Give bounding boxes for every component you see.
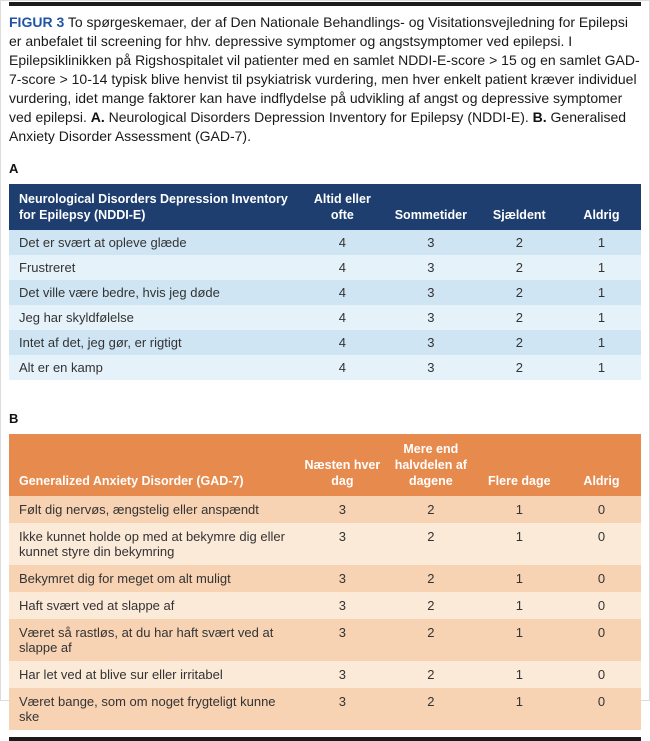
gad-7-table-title: Generalized Anxiety Disorder (GAD-7) xyxy=(9,434,300,496)
score-value: 2 xyxy=(515,335,523,350)
score-value: 0 xyxy=(597,571,606,586)
score-value: 3 xyxy=(427,235,435,250)
score-value: 4 xyxy=(338,285,346,300)
score-value: 1 xyxy=(597,260,606,275)
score-value: 3 xyxy=(338,625,346,640)
question-text: Været bange, som om noget frygteligt kunne ske xyxy=(19,694,276,724)
score-value: 3 xyxy=(338,529,346,544)
question-text: Intet af det, jeg gør, er rigtigt xyxy=(19,335,182,350)
question-text: Frustreret xyxy=(19,260,76,275)
score-value: 0 xyxy=(597,694,606,709)
score-value: 0 xyxy=(597,625,606,640)
column-header-naesten-hver-dag: Næsten hver dag xyxy=(300,434,385,496)
question-text: Alt er en kamp xyxy=(19,360,103,375)
gad-7-table-header xyxy=(9,434,641,496)
score-value: 1 xyxy=(597,310,606,325)
table-row xyxy=(9,592,641,619)
question-text: Været så rastløs, at du har haft svært ved at slappe af xyxy=(19,625,274,655)
score-value: 0 xyxy=(597,667,606,682)
score-value: 1 xyxy=(515,694,523,709)
question-text: Bekymret dig for meget om alt muligt xyxy=(19,571,231,586)
score-value: 3 xyxy=(338,571,346,586)
score-value: 3 xyxy=(338,598,346,613)
score-value: 2 xyxy=(427,667,435,682)
score-value: 2 xyxy=(515,235,523,250)
column-header-aldrig: Aldrig xyxy=(562,434,641,496)
score-value: 0 xyxy=(597,502,606,517)
score-value: 4 xyxy=(338,360,346,375)
score-value: 1 xyxy=(515,529,523,544)
table-row xyxy=(9,619,641,661)
caption-part-a-label: A. xyxy=(90,109,105,125)
score-value: 2 xyxy=(427,694,435,709)
gad-7-table-body xyxy=(9,496,641,730)
score-value: 1 xyxy=(597,335,606,350)
score-value: 1 xyxy=(597,235,606,250)
table-row xyxy=(9,230,641,255)
score-value: 1 xyxy=(515,502,523,517)
table-row xyxy=(9,305,641,330)
column-header-flere-dage: Flere dage xyxy=(477,434,562,496)
table-row xyxy=(9,565,641,592)
score-value: 1 xyxy=(597,285,606,300)
column-header-altid-eller-ofte: Altid eller ofte xyxy=(300,184,385,230)
section-label-b: B xyxy=(9,411,19,426)
table-row xyxy=(9,355,641,380)
table-row xyxy=(9,688,641,730)
figure-bottom-rule xyxy=(9,737,641,741)
table-row xyxy=(9,280,641,305)
score-value: 2 xyxy=(515,285,523,300)
score-value: 3 xyxy=(338,667,346,682)
score-value: 2 xyxy=(515,260,523,275)
score-value: 3 xyxy=(427,285,435,300)
caption-part-a-text: Neurological Disorders Depression Inventory for Epilepsy (NDDI-E). xyxy=(104,109,533,125)
score-value: 4 xyxy=(338,335,346,350)
figure-number-label: FIGUR 3 xyxy=(9,14,65,30)
nddi-e-table-title: Neurological Disorders Depression Inventory for Epilepsy (NDDI-E) xyxy=(9,184,300,230)
score-value: 1 xyxy=(515,625,523,640)
nddi-e-table-body xyxy=(9,230,641,380)
table-row xyxy=(9,496,641,523)
score-value: 3 xyxy=(427,335,435,350)
table-row xyxy=(9,523,641,565)
score-value: 2 xyxy=(427,598,435,613)
gad-7-table xyxy=(9,434,641,730)
question-text: Ikke kunnet holde op med at bekymre dig eller kunnet styre din bekymring xyxy=(19,529,285,559)
figure-top-rule xyxy=(9,2,641,6)
score-value: 2 xyxy=(427,529,435,544)
score-value: 0 xyxy=(597,529,606,544)
score-value: 4 xyxy=(338,260,346,275)
score-value: 2 xyxy=(515,310,523,325)
score-value: 2 xyxy=(427,571,435,586)
question-text: Haft svært ved at slappe af xyxy=(19,598,175,613)
column-header-sjaeldent: Sjældent xyxy=(477,184,562,230)
caption-body-text: To spørgeskemaer, der af Den Nationale Behandlings- og Visitationsvejledning for Epilepsi er anbefalet til screening for hhv. depressive symptomer og angstsymptomer ved epilepsi. I Epilepsiklinikken på Rigshospitalet vil patienter med en samlet NDDI-E-score > 15 og en samlet GAD-7-score > 10-14 typisk blive henvist til psykiatrisk vurdering, men hver enkelt patient kræver individuel vurdering, idet mange faktorer kan have indflydelse på udvikling af angst og depressive symptomer ved epilepsi. xyxy=(9,14,640,125)
figure-container xyxy=(1,2,649,741)
score-value: 1 xyxy=(515,571,523,586)
table-row xyxy=(9,661,641,688)
score-value: 2 xyxy=(515,360,523,375)
question-text: Jeg har skyldfølelse xyxy=(19,310,134,325)
score-value: 2 xyxy=(427,625,435,640)
caption-part-b-label: B. xyxy=(532,109,547,125)
figure-caption xyxy=(9,13,641,146)
score-value: 1 xyxy=(515,598,523,613)
score-value: 3 xyxy=(427,310,435,325)
score-value: 1 xyxy=(597,360,606,375)
section-label-a: A xyxy=(9,161,19,176)
score-value: 4 xyxy=(338,235,346,250)
question-text: Det er svært at opleve glæde xyxy=(19,235,187,250)
question-text: Har let ved at blive sur eller irritabel xyxy=(19,667,223,682)
caption-part-b-text: Generalised Anxiety Disorder Assessment (GAD-7). xyxy=(9,109,627,144)
score-value: 3 xyxy=(427,360,435,375)
column-header-mere-end-halvdelen: Mere end halvdelen af dagene xyxy=(385,434,477,496)
question-text: Følt dig nervøs, ængstelig eller anspændt xyxy=(19,502,259,517)
table-row xyxy=(9,255,641,280)
score-value: 3 xyxy=(338,502,346,517)
question-text: Det ville være bedre, hvis jeg døde xyxy=(19,285,220,300)
score-value: 3 xyxy=(338,694,346,709)
nddi-e-table-header xyxy=(9,184,641,230)
score-value: 1 xyxy=(515,667,523,682)
column-header-aldrig: Aldrig xyxy=(562,184,641,230)
score-value: 4 xyxy=(338,310,346,325)
score-value: 3 xyxy=(427,260,435,275)
nddi-e-table xyxy=(9,184,641,380)
table-row xyxy=(9,330,641,355)
score-value: 2 xyxy=(427,502,435,517)
score-value: 0 xyxy=(597,598,606,613)
column-header-sommetider: Sommetider xyxy=(385,184,477,230)
